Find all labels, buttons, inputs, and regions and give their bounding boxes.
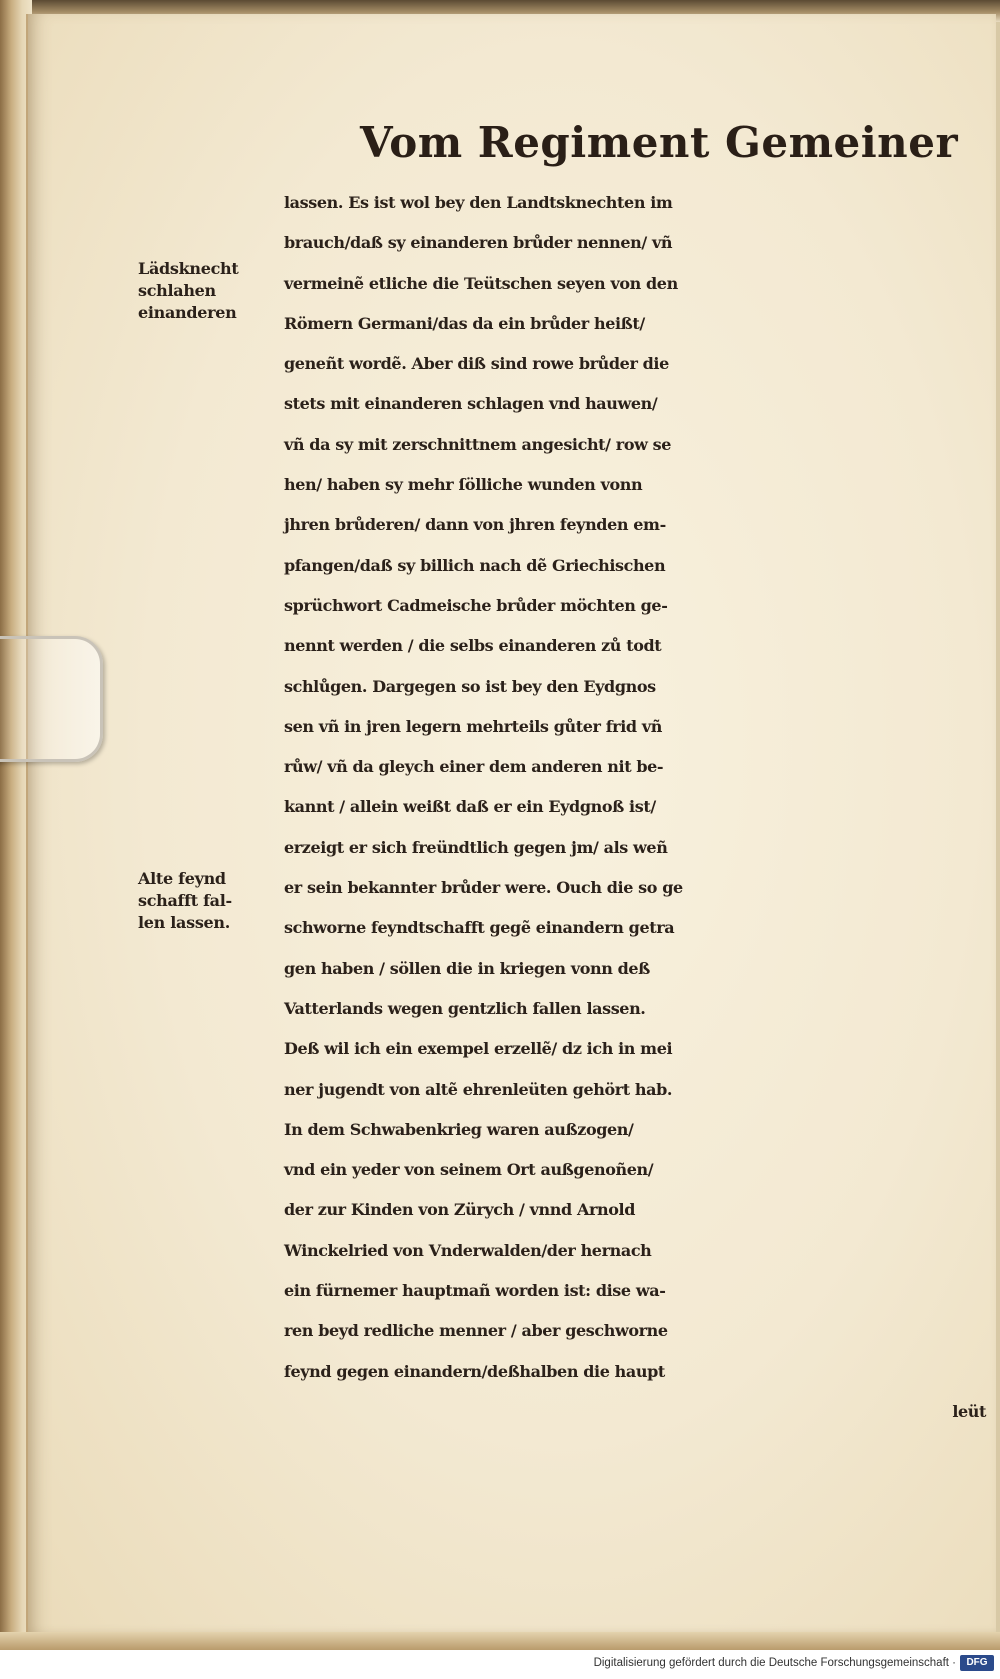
text-line: er sein bekannter brůder were. Ouch die so ge <box>284 878 683 898</box>
running-head: Vom Regiment Gemeiner <box>360 118 959 167</box>
text-line: feynd gegen einandern/deßhalben die haupt <box>284 1361 665 1381</box>
text-line: brauch/daß sy einanderen brůder nennen/ vñ <box>284 233 673 253</box>
dfg-logo: DFG <box>960 1655 994 1671</box>
page-clip <box>0 636 103 762</box>
footer <box>0 1650 1000 1679</box>
marginal-note <box>138 868 232 934</box>
text-line: sprüchwort Cadmeische brůder möchten ge- <box>284 595 668 615</box>
text-line: pfangen/daß sy billich nach dẽ Griechischen <box>284 555 666 575</box>
text-line: schworne feyndtschafft gegẽ einandern getra <box>284 918 675 938</box>
text-line: hen/ haben sy mehr ſölliche wunden vonn <box>284 475 643 495</box>
catchword: leüt <box>952 1401 986 1421</box>
marginal-note-line: len lassen. <box>138 913 231 932</box>
marginal-note-line: schafft fal- <box>138 891 232 910</box>
text-line: ein fürnemer hauptmañ worden ist: dise wa- <box>284 1281 666 1301</box>
text-line: Römern Germani/das da ein brůder heißt/ <box>284 313 645 333</box>
text-line: ner jugendt von altẽ ehrenleüten gehört hab. <box>284 1079 673 1099</box>
text-line: gen haben / söllen die in kriegen vonn deß <box>284 958 650 978</box>
text-line: nennt werden / die selbs einanderen zů todt <box>284 636 662 656</box>
book-bottom-edge <box>0 1632 1000 1650</box>
text-line: vñ da sy mit zerschnittnem angesicht/ row se <box>284 434 672 454</box>
marginal-note-line: Alte feynd <box>138 869 226 888</box>
text-line: stets mit einanderen schlagen vnd hauwen/ <box>284 394 658 414</box>
marginal-note-line: schlahen <box>138 281 216 300</box>
text-line: lassen. Es ist wol bey den Landtsknechten im <box>284 193 673 212</box>
text-line: erzeigt er sich freündtlich gegen jm/ als weñ <box>284 837 668 857</box>
text-line: Deß wil ich ein exempel erzellẽ/ dz ich in mei <box>284 1039 673 1059</box>
text-line: geneñt wordẽ. Aber diß sind rowe brůder die <box>284 354 669 374</box>
text-line: sen vñ in jren legern mehrteils gůter frid vñ <box>284 716 662 736</box>
text-line: Winckelried von Vnderwalden/der hernach <box>284 1240 652 1260</box>
text-line: In dem Schwabenkrieg waren außzogen/ <box>284 1119 634 1139</box>
text-line: růw/ vñ da gleych einer dem anderen nit be- <box>284 757 664 777</box>
marginal-note <box>138 258 238 324</box>
text-line: jhren brůderen/ dann von jhren feynden em- <box>284 515 666 535</box>
text-line: der zur Kinden von Zürych / vnnd Arnold <box>284 1200 635 1220</box>
text-line: vermeinẽ etliche die Teütschen seyen von den <box>284 273 678 293</box>
text-line: Vatterlands wegen gentzlich fallen lassen. <box>284 998 646 1018</box>
body-text <box>284 183 1000 1432</box>
text-line: kannt / allein weißt daß er ein Eydgnoß ist/ <box>284 797 656 817</box>
footer-credit: Digitalisierung gefördert durch die Deutsche Forschungsgemeinschaft · <box>593 1657 956 1669</box>
marginal-note-line: Lädsknecht <box>138 259 239 278</box>
marginal-note-line: einanderen <box>138 303 237 322</box>
text-line: ren beyd redliche menner / aber geschworne <box>284 1321 668 1341</box>
text-line: schlůgen. Dargegen so ist bey den Eydgnos <box>284 676 656 696</box>
text-line: vnd ein yeder von seinem Ort außgenoñen/ <box>284 1160 654 1180</box>
